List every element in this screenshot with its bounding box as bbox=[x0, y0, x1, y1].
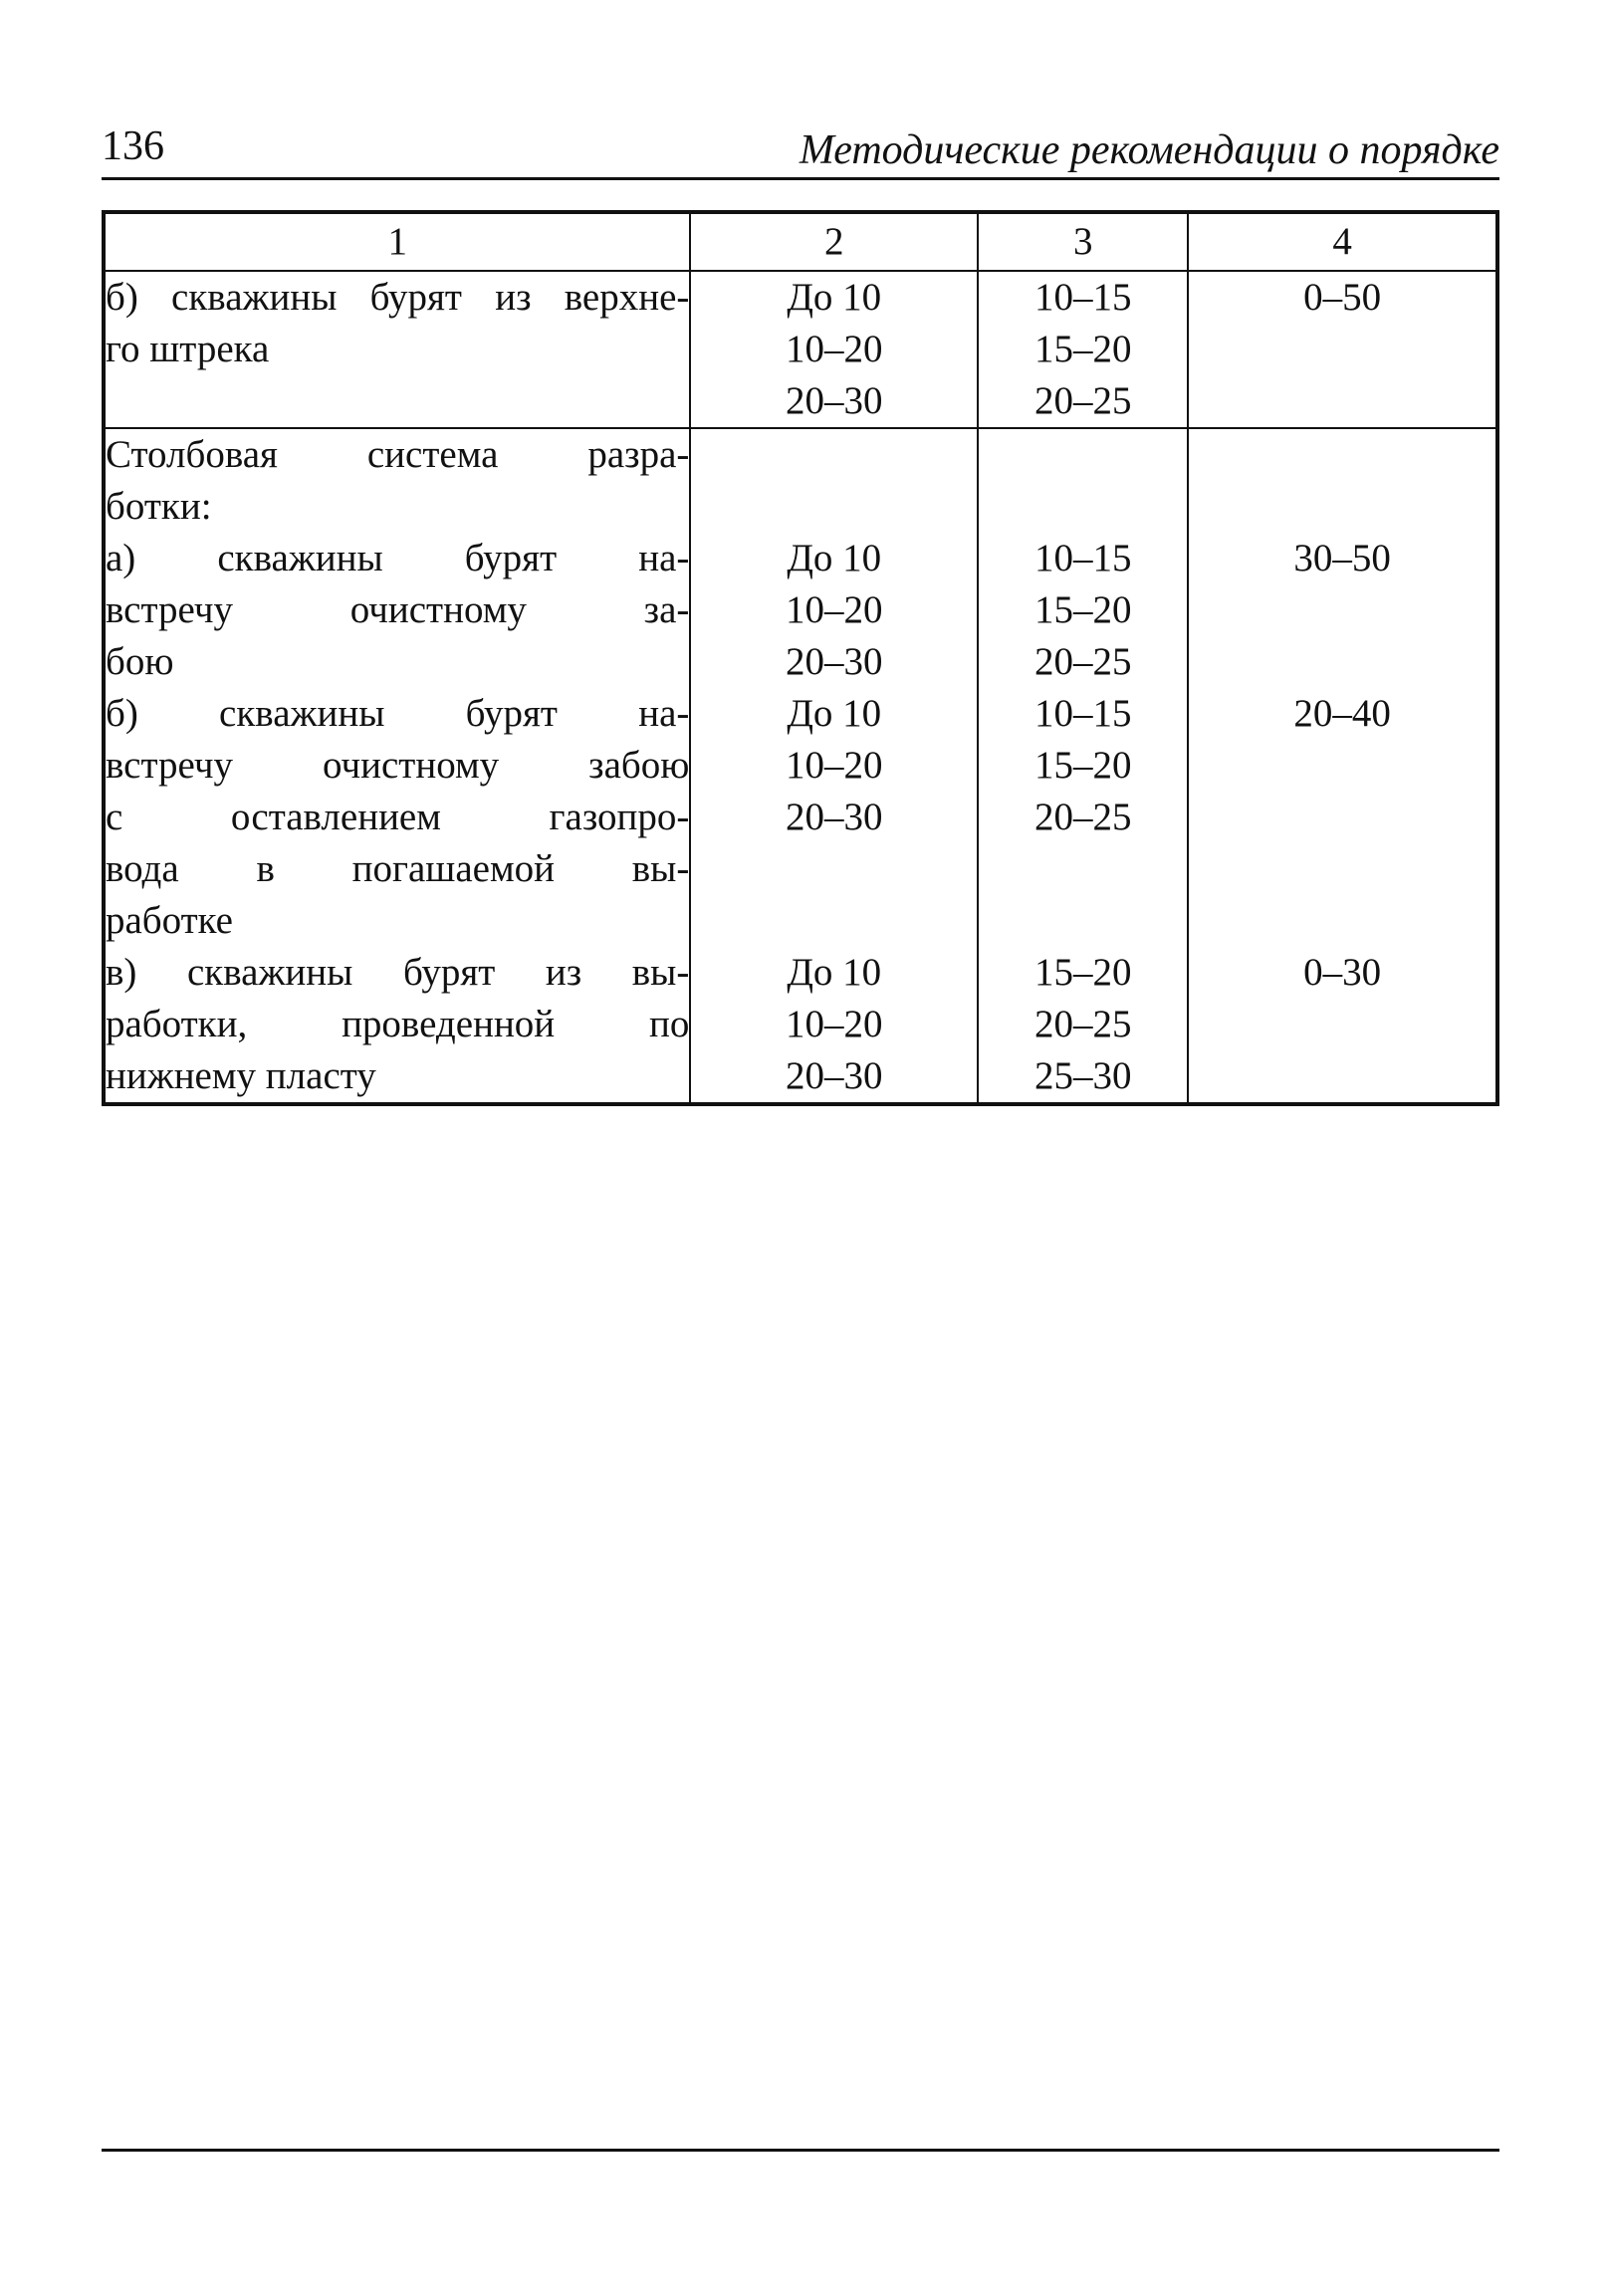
value-line: 20–30 bbox=[785, 796, 883, 838]
value-line: 15–20 bbox=[1033, 328, 1132, 370]
description-line: с оставлением газопро- bbox=[106, 796, 690, 838]
value-line: 20–30 bbox=[785, 379, 883, 422]
distance-cell bbox=[978, 271, 1188, 428]
depth-cell bbox=[690, 688, 978, 947]
row-description bbox=[104, 533, 690, 688]
value-line: 20–25 bbox=[1033, 379, 1132, 422]
description-line: вода в погашаемой вы- bbox=[106, 847, 690, 890]
description-line: бою bbox=[106, 640, 174, 683]
description-line: в) скважины бурят из вы- bbox=[106, 951, 690, 994]
value-line: 25–30 bbox=[1033, 1054, 1132, 1097]
description-line: Столбовая система разра- bbox=[106, 433, 690, 476]
range-cell bbox=[1188, 533, 1497, 688]
description-line: го штрека bbox=[106, 328, 270, 370]
column-header-4: 4 bbox=[1188, 212, 1497, 271]
column-header-3: 3 bbox=[978, 212, 1188, 271]
value-line: 15–20 bbox=[1033, 951, 1132, 994]
description-line: работке bbox=[106, 899, 233, 942]
footer-rule bbox=[102, 2149, 1499, 2152]
range-cell bbox=[1188, 428, 1497, 533]
running-title: Методические рекомендации о порядке bbox=[799, 127, 1499, 173]
depth-cell bbox=[690, 271, 978, 428]
description-line: ботки: bbox=[106, 485, 212, 528]
column-header-1: 1 bbox=[104, 212, 690, 271]
header-rule bbox=[102, 177, 1499, 180]
table-row bbox=[104, 688, 1497, 947]
value-line: 20–25 bbox=[1033, 640, 1132, 683]
row-description bbox=[104, 688, 690, 947]
value-line: 0–30 bbox=[1303, 951, 1382, 994]
value-line: До 10 bbox=[787, 276, 882, 319]
description-line: б) скважины бурят на- bbox=[106, 692, 690, 735]
depth-cell bbox=[690, 428, 978, 533]
data-table bbox=[102, 210, 1499, 1106]
value-line: 10–15 bbox=[1033, 692, 1132, 735]
value-line: 15–20 bbox=[1033, 744, 1132, 787]
row-description bbox=[104, 271, 690, 428]
range-cell bbox=[1188, 947, 1497, 1104]
section-heading bbox=[104, 428, 690, 533]
value-line: 20–30 bbox=[785, 640, 883, 683]
value-line: 10–20 bbox=[785, 744, 883, 787]
page-number: 136 bbox=[102, 123, 164, 169]
value-line: 10–15 bbox=[1033, 276, 1132, 319]
value-line: 20–30 bbox=[785, 1054, 883, 1097]
range-cell bbox=[1188, 271, 1497, 428]
value-line: 10–15 bbox=[1033, 537, 1132, 579]
table-row bbox=[104, 271, 1497, 428]
description-line: б) скважины бурят из верхне- bbox=[106, 276, 690, 319]
value-line: 20–25 bbox=[1033, 1003, 1132, 1045]
value-line: 20–25 bbox=[1033, 796, 1132, 838]
column-header-2: 2 bbox=[690, 212, 978, 271]
value-line: До 10 bbox=[787, 951, 882, 994]
value-line: 30–50 bbox=[1293, 537, 1391, 579]
distance-cell bbox=[978, 688, 1188, 947]
description-line: встречу очистному забою bbox=[106, 744, 690, 787]
table-row bbox=[104, 533, 1497, 688]
table-row bbox=[104, 947, 1497, 1104]
depth-cell bbox=[690, 533, 978, 688]
range-cell bbox=[1188, 688, 1497, 947]
value-line: 10–20 bbox=[785, 1003, 883, 1045]
value-line: 10–20 bbox=[785, 328, 883, 370]
distance-cell bbox=[978, 428, 1188, 533]
row-description bbox=[104, 947, 690, 1104]
distance-cell bbox=[978, 533, 1188, 688]
value-line: До 10 bbox=[787, 537, 882, 579]
value-line: До 10 bbox=[787, 692, 882, 735]
depth-cell bbox=[690, 947, 978, 1104]
value-line: 20–40 bbox=[1293, 692, 1391, 735]
value-line: 10–20 bbox=[785, 588, 883, 631]
description-line: работки, проведенной по bbox=[106, 1003, 690, 1045]
table-header-row bbox=[104, 212, 1497, 271]
table-row bbox=[104, 428, 1497, 533]
description-line: встречу очистному за- bbox=[106, 588, 690, 631]
value-line: 0–50 bbox=[1303, 276, 1382, 319]
description-line: нижнему пласту bbox=[106, 1054, 376, 1097]
description-line: а) скважины бурят на- bbox=[106, 537, 690, 579]
distance-cell bbox=[978, 947, 1188, 1104]
value-line: 15–20 bbox=[1033, 588, 1132, 631]
